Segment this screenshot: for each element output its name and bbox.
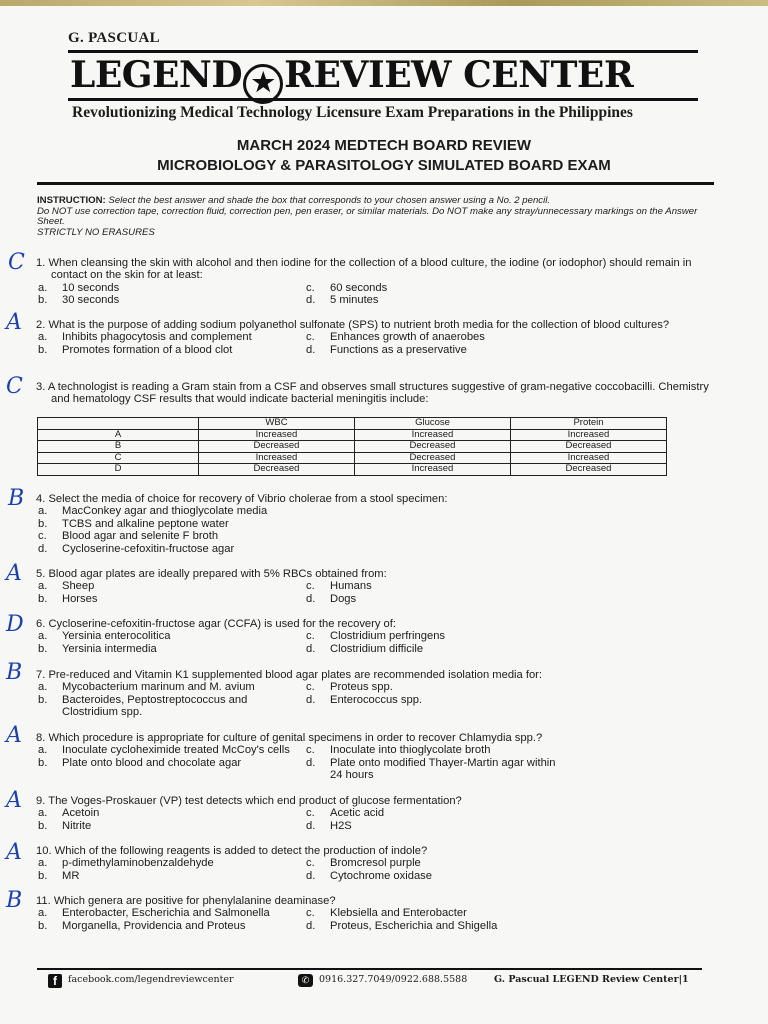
table-cell: Increased [355,464,511,476]
footer-page: G. Pascual LEGEND Review Center|1 [494,974,689,985]
instruction-line-2: Do NOT use correction tape, correction fluid, correction pen, pen eraser, or similar materials. Do NOT make any stray/unnecessary markings on the Answer Sheet. [37,205,698,227]
question-text: 5. Blood agar plates are ideally prepared with 5% RBCs obtained from: [36,568,387,580]
option-letter: d. [38,542,48,555]
option-d [304,294,634,306]
option-b [36,757,304,782]
answer-mark: A [6,310,22,335]
question-text: 9. The Voges-Proskauer (VP) test detects which end product of glucose fermentation? [36,795,462,807]
phone-icon: ✆ [298,974,313,987]
option-letter: c. [306,744,315,757]
facebook-icon: f [48,974,62,988]
answer-mark: A [6,723,22,748]
footer-phone: 0916.327.7049/0922.688.5588 [319,974,468,985]
option-text: Bacteroides, Peptostreptococcus and Clostridium spp. [62,693,248,719]
question-7 [36,669,726,719]
table-row [38,452,667,464]
table-row [38,464,667,476]
option-text: Dogs [330,592,357,605]
option-a [36,744,304,756]
option-c [304,331,634,343]
option-text: Enterobacter, Escherichia and Salmonella [62,907,270,920]
header-rule-top [68,50,698,53]
table-cell: C [38,452,199,464]
option-text: MacConkey agar and thioglycolate media [62,505,268,518]
option-letter: d. [306,343,316,356]
question-11 [36,895,726,932]
question-8 [36,732,726,782]
option-letter: a. [38,331,48,344]
option-text: Morganella, Providencia and Proteus [62,919,246,932]
option-letter: a. [38,630,48,643]
question-2 [36,319,726,356]
question-text: 7. Pre-reduced and Vitamin K1 supplemented blood agar plates are recommended isolation media for: [36,669,543,681]
table-cell [38,418,199,430]
option-letter: d. [306,756,316,769]
option-text: Proteus spp. [330,681,393,694]
option-a [36,907,304,919]
question-text: 4. Select the media of choice for recovery of Vibrio cholerae from a stool specimen: [36,493,448,505]
table-cell: A [38,429,199,441]
answer-mark: A [6,788,22,813]
option-d [304,643,634,655]
answer-mark: C [6,374,23,399]
table-cell: Increased [511,452,667,464]
option-c [304,907,634,919]
option-letter: c. [306,580,315,593]
option-text: Blood agar and selenite F broth [62,530,219,543]
option-b [36,920,304,932]
option-d [304,820,634,832]
table-cell: Increased [511,429,667,441]
option-text: Cytochrome oxidase [330,869,432,882]
option-letter: c. [306,857,315,870]
option-b [36,593,304,605]
scan-edge [0,0,768,6]
question-9 [36,795,726,832]
footer-facebook: facebook.com/legendreviewcenter [68,974,234,985]
option-b [36,870,304,882]
option-text: Enterococcus spp. [330,693,423,706]
question-text: 1. When cleansing the skin with alcohol and then iodine for the collection of a blood culture, the iodine (or iodophor) should remain in contact on the skin for at least: [36,257,692,282]
answer-mark: C [8,250,25,275]
option-text: TCBS and alkaline peptone water [62,517,229,530]
option-letter: c. [306,807,315,820]
option-c [304,580,634,592]
option-letter: d. [306,592,316,605]
option-letter: a. [38,907,48,920]
option-a [36,807,304,819]
option-text: Plate onto modified Thayer-Martin agar within 24 hours [330,756,556,782]
table-row [38,441,667,453]
table-cell: Increased [355,429,511,441]
option-letter: d. [306,642,316,655]
option-text: Clostridium difficile [330,642,424,655]
option-text: 60 seconds [330,281,388,294]
option-letter: a. [38,505,48,518]
title-rule [37,182,714,185]
option-c [36,530,726,542]
option-letter: d. [306,693,316,706]
option-text: Functions as a preservative [330,343,467,356]
option-text: Inoculate into thioglycolate broth [330,744,491,757]
option-b [36,344,304,356]
option-d [304,757,634,782]
option-text: Yersinia intermedia [62,642,157,655]
option-letter: b. [38,517,48,530]
option-text: Klebsiella and Enterobacter [330,907,467,920]
table-cell: Decreased [355,452,511,464]
option-text: Sheep [62,580,95,593]
option-letter: b. [38,642,48,655]
option-c [304,807,634,819]
question-text: 8. Which procedure is appropriate for culture of genital specimens in order to recover Chlamydia spp.? [36,732,543,744]
star-icon: ★ [243,64,283,104]
brand-small: G. PASCUAL [68,30,160,46]
option-letter: b. [38,693,48,706]
question-text: 2. What is the purpose of adding sodium polyanethol sulfonate (SPS) to nutrient broth media for the collection of blood cultures? [36,319,670,331]
option-text: Horses [62,592,98,605]
option-text: Humans [330,580,372,593]
option-a [36,580,304,592]
option-c [304,681,634,693]
option-d [304,593,634,605]
option-letter: a. [38,744,48,757]
table-cell: D [38,464,199,476]
option-letter: b. [38,756,48,769]
question-text: 3. A technologist is reading a Gram stain from a CSF and observes small structures suggestive of gram-negative coccobacilli. Chemistry and hematology CSF results that would indicate bacterial meningitis include: [36,381,709,406]
table-cell: Decreased [199,441,355,453]
footer-rule [37,968,702,970]
option-b [36,694,304,719]
option-c [304,744,634,756]
header-cell: Glucose [355,418,511,430]
option-letter: c. [306,331,315,344]
option-c [304,630,634,642]
option-text: Nitrite [62,819,92,832]
option-a [36,282,304,294]
header-rule-bottom [68,98,698,101]
option-d [304,870,634,882]
option-d [304,694,634,719]
table-cell: Decreased [511,464,667,476]
option-letter: c. [306,907,315,920]
option-letter: b. [38,869,48,882]
table-cell: Decreased [355,441,511,453]
option-letter: d. [306,919,316,932]
option-text: Enhances growth of anaerobes [330,331,485,344]
option-text: Acetic acid [330,807,385,820]
option-letter: b. [38,819,48,832]
option-letter: b. [38,592,48,605]
instructions [37,196,727,238]
option-c [304,282,634,294]
option-letter: d. [306,294,316,307]
question-5 [36,568,726,605]
answer-mark: B [8,486,25,511]
option-letter: c. [306,630,315,643]
brand-right: REVIEW CENTER [284,54,634,96]
option-text: Acetoin [62,807,100,820]
option-d [36,543,726,555]
exam-title-2: MICROBIOLOGY & PARASITOLOGY SIMULATED BOARD EXAM [157,157,611,174]
option-letter: c. [306,281,315,294]
option-letter: a. [38,580,48,593]
table-cell: Increased [199,452,355,464]
option-text: Inhibits phagocytosis and complement [62,331,252,344]
option-b [36,820,304,832]
option-a [36,681,304,693]
option-text: Yersinia enterocolitica [62,630,171,643]
option-letter: a. [38,857,48,870]
question-text: 11. Which genera are positive for phenylalanine deaminase? [36,895,336,907]
option-text: Mycobacterium marinum and M. avium [62,681,255,694]
answer-mark: A [6,561,22,586]
question-3 [36,381,726,406]
option-letter: c. [306,681,315,694]
question-text: 6. Cycloserine-cefoxitin-fructose agar (CCFA) is used for the recovery of: [36,618,396,630]
question-6 [36,618,726,655]
option-text: Bromcresol purple [330,857,421,870]
option-letter: d. [306,869,316,882]
instruction-label: INSTRUCTION: [37,195,106,206]
option-text: Clostridium perfringens [330,630,446,643]
answer-mark: D [6,612,24,637]
header-cell: WBC [199,418,355,430]
option-letter: a. [38,807,48,820]
option-letter: a. [38,681,48,694]
option-a [36,857,304,869]
option-text: Inoculate cycloheximide treated McCoy's cells [62,744,290,757]
option-text: p-dimethylaminobenzaldehyde [62,857,214,870]
header-cell: Protein [511,418,667,430]
tagline: Revolutionizing Medical Technology Licensure Exam Preparations in the Philippines [72,104,633,121]
option-a [36,505,726,517]
option-text: 30 seconds [62,294,120,307]
option-letter: b. [38,919,48,932]
option-b [36,294,304,306]
instruction-line-3: STRICTLY NO ERASURES [37,226,155,238]
option-text: Cycloserine-cefoxitin-fructose agar [62,542,235,555]
option-text: Proteus, Escherichia and Shigella [330,919,498,932]
option-letter: b. [38,343,48,356]
option-letter: a. [38,281,48,294]
option-a [36,630,304,642]
option-d [304,344,634,356]
table-row [38,429,667,441]
option-text: 5 minutes [330,294,379,307]
instruction-line-1: Select the best answer and shade the box that corresponds to your chosen answer using a No. 2 pencil. [108,195,551,206]
option-c [304,857,634,869]
question-text: 10. Which of the following reagents is added to detect the production of indole? [36,845,428,857]
option-text: 10 seconds [62,281,120,294]
table-cell: Decreased [511,441,667,453]
option-letter: c. [38,530,47,543]
option-text: Plate onto blood and chocolate agar [62,756,242,769]
option-text: H2S [330,819,352,832]
question-4 [36,493,726,555]
table-cell: B [38,441,199,453]
answer-mark: A [6,840,22,865]
option-letter: d. [306,819,316,832]
option-text: MR [62,869,80,882]
option-a [36,331,304,343]
option-text: Promotes formation of a blood clot [62,343,233,356]
brand-logo [70,54,633,104]
answer-mark: B [6,660,23,685]
table-header-row [38,418,667,430]
question-10 [36,845,726,882]
csf-results-table [37,417,667,476]
exam-title-1: MARCH 2024 MEDTECH BOARD REVIEW [236,137,532,154]
option-letter: b. [38,294,48,307]
table-cell: Increased [199,429,355,441]
brand-left: LEGEND [70,54,243,96]
answer-mark: B [6,888,23,913]
table-cell: Decreased [199,464,355,476]
option-b [36,518,726,530]
question-1 [36,257,726,307]
option-d [304,920,634,932]
option-b [36,643,304,655]
